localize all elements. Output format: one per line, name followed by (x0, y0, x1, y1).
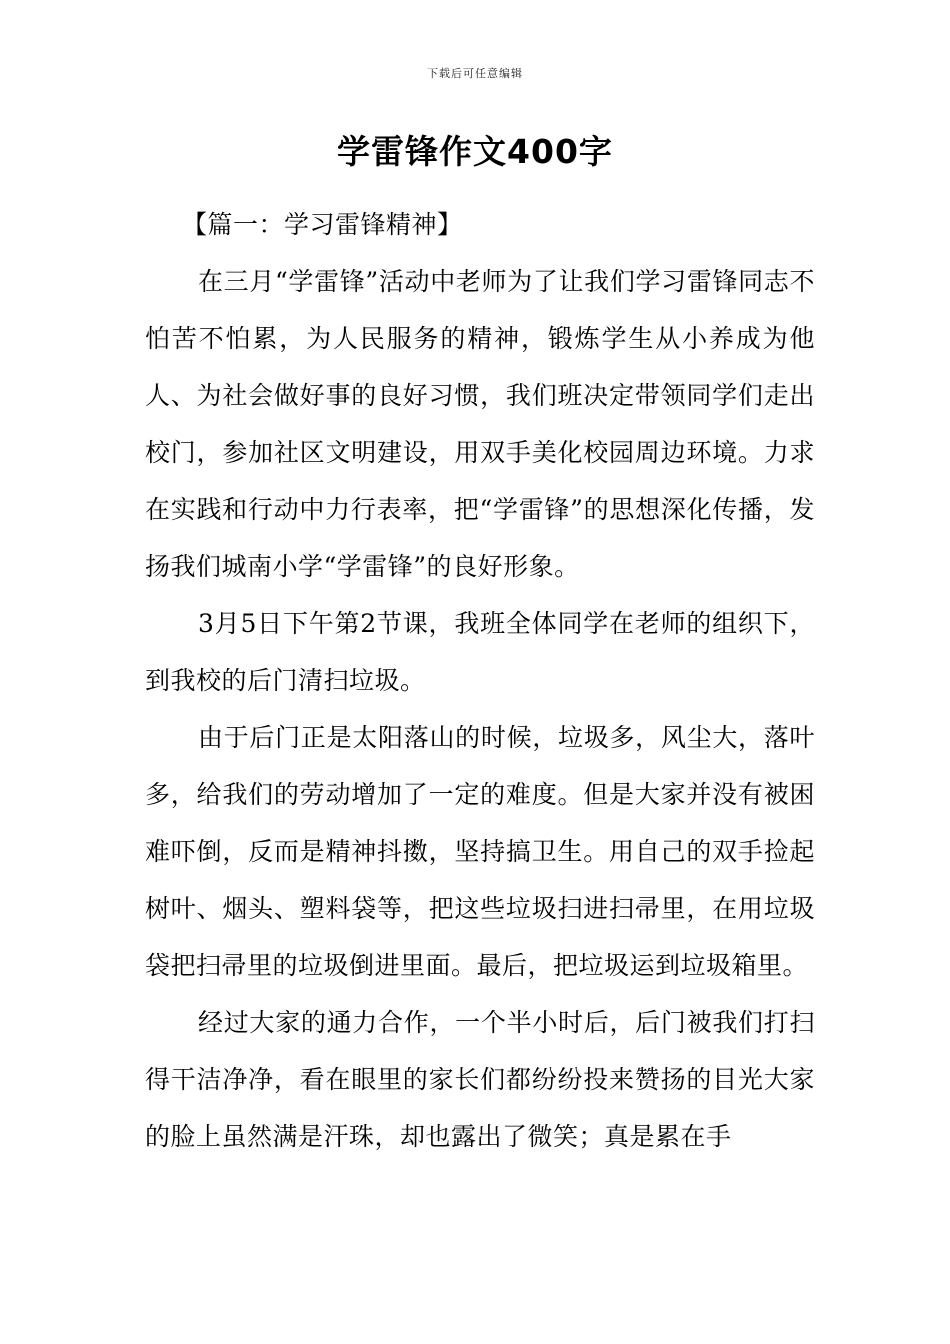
header-note: 下载后可任意编辑 (427, 67, 523, 80)
paragraph-1: 在三月“学雷锋”活动中老师为了让我们学习雷锋同志不怕苦不怕累，为人民服务的精神，锻炼学生从小养成为他人、为社会做好事的良好习惯，我们班决定带领同学们走出校门，参加社区文明建设，用双手美化校园周边环境。力求在实践和行动中力行表率，把“学雷锋”的思想深化传播，发扬我们城南小学“学雷锋”的良好形象。 (145, 267, 815, 581)
section-heading: 【篇一：学习雷锋精神】 (182, 210, 463, 239)
paragraph-3: 由于后门正是太阳落山的时候，垃圾多，风尘大，落叶多，给我们的劳动增加了一定的难度。但是大家并没有被困难吓倒，反而是精神抖擞，坚持搞卫生。用自己的双手捡起树叶、烟头、塑料袋等，把这些垃圾扫进扫帚里，在用垃圾袋把扫帚里的垃圾倒进里面。最后，把垃圾运到垃圾箱里。 (145, 723, 815, 980)
paragraph-4: 经过大家的通力合作，一个半小时后，后门被我们打扫得干洁净净，看在眼里的家长们都纷纷投来赞扬的目光大家的脸上虽然满是汗珠，却也露出了微笑；真是累在手 (145, 1008, 815, 1151)
document-title: 学雷锋作文400字 (337, 132, 613, 171)
document-body (145, 196, 815, 1165)
paragraph-2: 3月5日下午第2节课，我班全体同学在老师的组织下，到我校的后门清扫垃圾。 (145, 609, 815, 695)
